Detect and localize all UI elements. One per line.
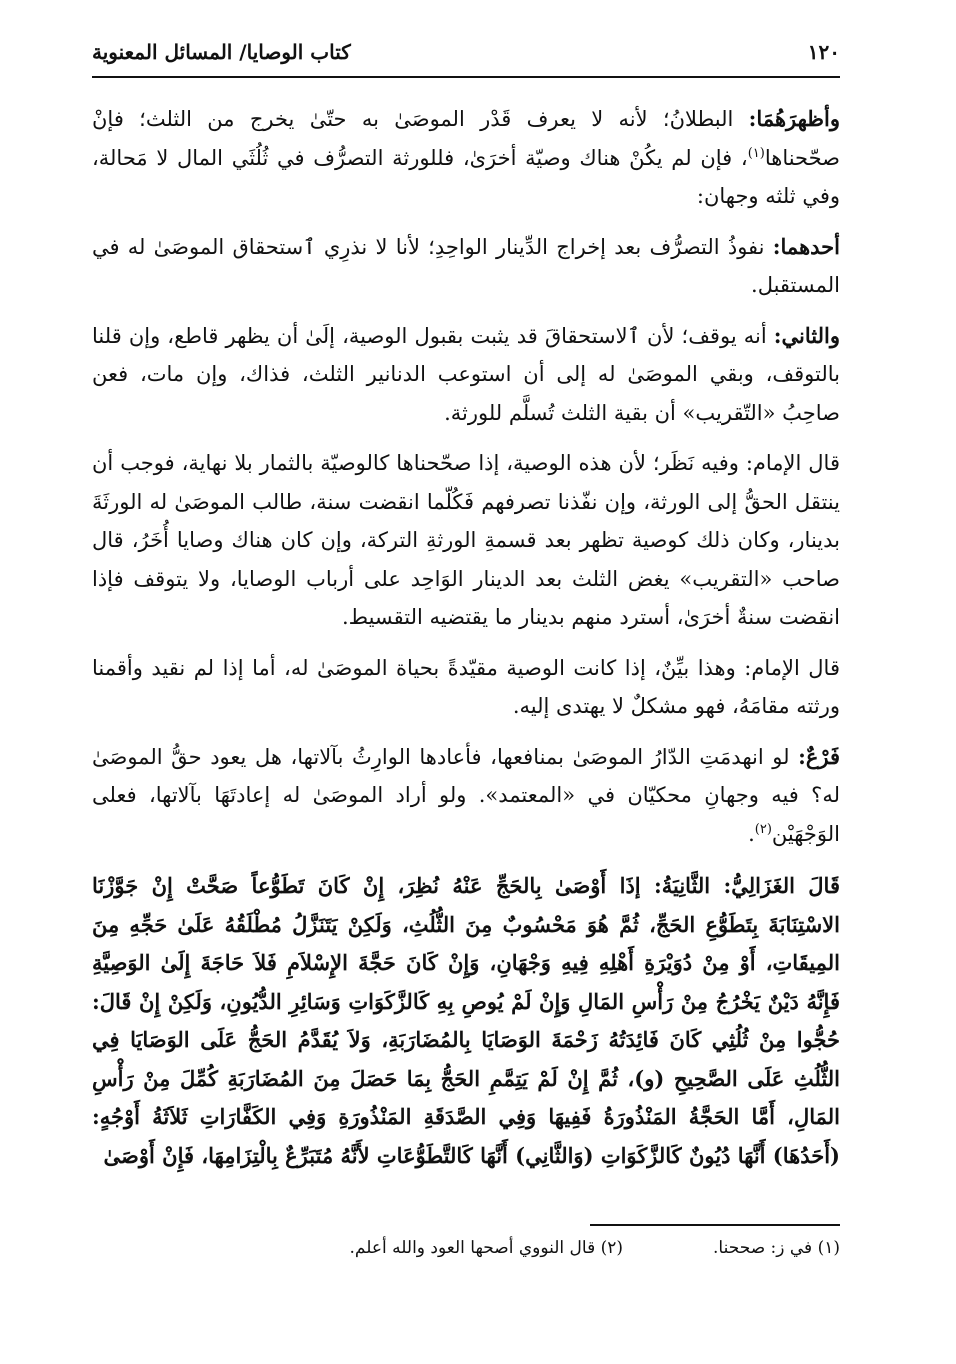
paragraph-lead: والثاني: xyxy=(773,322,840,348)
quoted-matn: قَالَ الغَزَالِيُّ: الثَّانِيَةُ: إذَا أَوْصَىٰ بِالحَجِّ عَنْهُ نُظِرَ، إِنْ كَانَ تَطَوُّعاً صَحَّتْ إِنْ جَوَّزْنَا الاسْتِنَابَةَ بِتَطَوُّعِ الحَجِّ، ثُمَّ هُوَ مَحْسُوبٌ مِنَ الثُّلُثِ، وَلَكِنْ يَتَنَزَّلُ مُطْلَقُهُ عَلَىٰ حَجِّهِ مِنَ المِيقَاتِ، أَوْ مِنْ دُوَيْرَةِ أَهْلِهِ فِيهِ وَجْهَانِ، وَإِنْ كَانَ حَجَّةَ الإِسْلاَمِ فَلاَ حَاجَةَ إِلَىٰ الوَصِيَّةِ فَإِنَّهُ دَيْنٌ يَخْرُجُ مِنْ رَأْسِ المَالِ وَإِنْ لَمْ يُوصِ بِهِ كَالزَّكَوَاتِ وَسَائِرِ الدُّيُونِ، وَلَكِنْ إِنْ قَالَ: حُجُّوا مِنْ ثُلُثِي كَانَ فَائِدَتُهُ زَحْمَةَ الوَصَايَا بِالمُضَارَبَةِ، وَلاَ يُقَدَّمُ الحَجُّ عَلَى الوَصَايَا فِي الثُّلُثِ عَلَى الصَّحِيحِ (و)، ثُمَّ إِنْ لَمْ يَتِمَّمِ الحَجُّ بِمَا حَصَلَ مِنَ المُضَارَبَةِ كُمِّلَ مِنْ رَأْسِ المَالِ، أَمَّا الحَجَّةُ المَنْذُورَةُ فَفِيهَا وَفِي الصَّدَقَةِ المَنْذُورَةِ وَفِي الكَفَّارَاتِ ثَلاَثَةُ أَوْجُهٍ: (أَحَدُهَا) أَنَّهَا دُيُونٌ كَالزَّكَوَاتِ (وَالثَّانِي) أَنَّهَا كَالتَّطَوُّعَاتِ لأَنَّهُ مُتَبَرِّعٌ بِالْتِزَامِهَا، فَإِنْ أَوْصَىٰ xyxy=(92,873,840,1168)
footnote: (١) في ز: صححنا. xyxy=(713,1238,840,1258)
page-header xyxy=(92,40,840,74)
paragraph xyxy=(92,100,840,216)
paragraph-text: قال الإمام: وهذا بيِّنٌ، إذا كانت الوصية مقيّدةً بحياة الموصَىٰ له، أما إذا لم نقيد وأقمنا ورثته مقامَهُ، فهو مشكلٌ لا يهتدى إليه. xyxy=(92,655,840,718)
book-page xyxy=(92,40,840,1175)
paragraph-text: البطلانُ؛ لأنه لا يعرف قَدْر الموصَىٰ به حتّىٰ يخرج من الثلث؛ فإنْ صحّحناها xyxy=(92,107,840,170)
paragraph-text: نفوذُ التصرُّف بعد إخراج الدِّينار الواحِدِ؛ لأنا لا نذرِي ٱستحقاق الموصَىٰ له في المستقبل. xyxy=(92,234,840,297)
paragraph xyxy=(92,649,840,726)
paragraph xyxy=(92,317,840,433)
paragraph-text: قال الإمام: وفيه نَظَر؛ لأن هذه الوصية، إذا صحّحناها كالوصيّة بالثمار بلا نهاية، فوجب أن ينتقل الحقُّ إلى الورثة، وإن نفّذنا تصرفهم فَكُلّما انقضت سنة، طالب الموصَىٰ له الورثَةَ بدينار، وكان ذلك كوصية تظهر بعد قسمةِ الورثةِ التركة، وإن كان هناك وصايا أُخَرُ، قال صاحب «التقريب» يغض الثلث بعد الدينار الوَاحِد على أرباب الوصايا، ولا يتوقف فإذا انقضت سنةٌ أخرَىٰ، أسترد منهم بدينار ما يقتضيه التقسيط. xyxy=(92,451,840,629)
paragraph-lead: فَرْعٌ: xyxy=(798,743,840,769)
page-number: ١٢٠ xyxy=(807,40,840,64)
paragraph xyxy=(92,228,840,305)
footnote: (٢) قال النووي أصحها العود والله أعلم. xyxy=(349,1238,624,1258)
paragraph xyxy=(92,738,840,854)
paragraph-lead: أحدهما: xyxy=(772,233,840,259)
footnote-marker: (١) xyxy=(747,145,765,161)
running-title: كتاب الوصايا/ المسائل المعنوية xyxy=(92,40,351,64)
paragraph-text: لو انهدمَتِ الدّارُ الموصَىٰ بمنافعها، فأعادها الوارِثُ بآلاتها، هل يعود حقُّ الموصَىٰ له؟ فيه وجهانِ محكيّان في «المعتمد». ولو أراد الموصَىٰ له إعادتَهَا بآلاتها، فعلى الوَجْهَيْن xyxy=(92,744,840,846)
footnotes xyxy=(92,1238,840,1258)
footnote-rule xyxy=(590,1224,840,1226)
paragraph-text: ، فإن لم يكُنْ هناك وصيّة أخرَىٰ، فللورثة التصرُّف في ثُلُثَي المال لا مَحالة، وفي ثلثه وجهان: xyxy=(92,145,840,208)
paragraph-lead: وأظهرَهُمَا: xyxy=(748,106,840,131)
paragraph-text: . xyxy=(748,821,755,846)
paragraph xyxy=(92,444,840,637)
footnote-marker: (٢) xyxy=(754,821,772,837)
header-rule xyxy=(92,76,840,78)
paragraph-text: أنه يوقف؛ لأن ٱلاستحقاقَ قد يثبت بقبول الوصية، إلَىٰ أن يظهر قاطع، وإن قلنا بالتوقف، وبقي الموصَىٰ له إلى أن استوعب الدنانير الثلث، فذاك، وإن مات، فعن صاحِبُ «التّقريب» أن بقية الثلث تُسلَّم للورثة. xyxy=(92,323,840,425)
